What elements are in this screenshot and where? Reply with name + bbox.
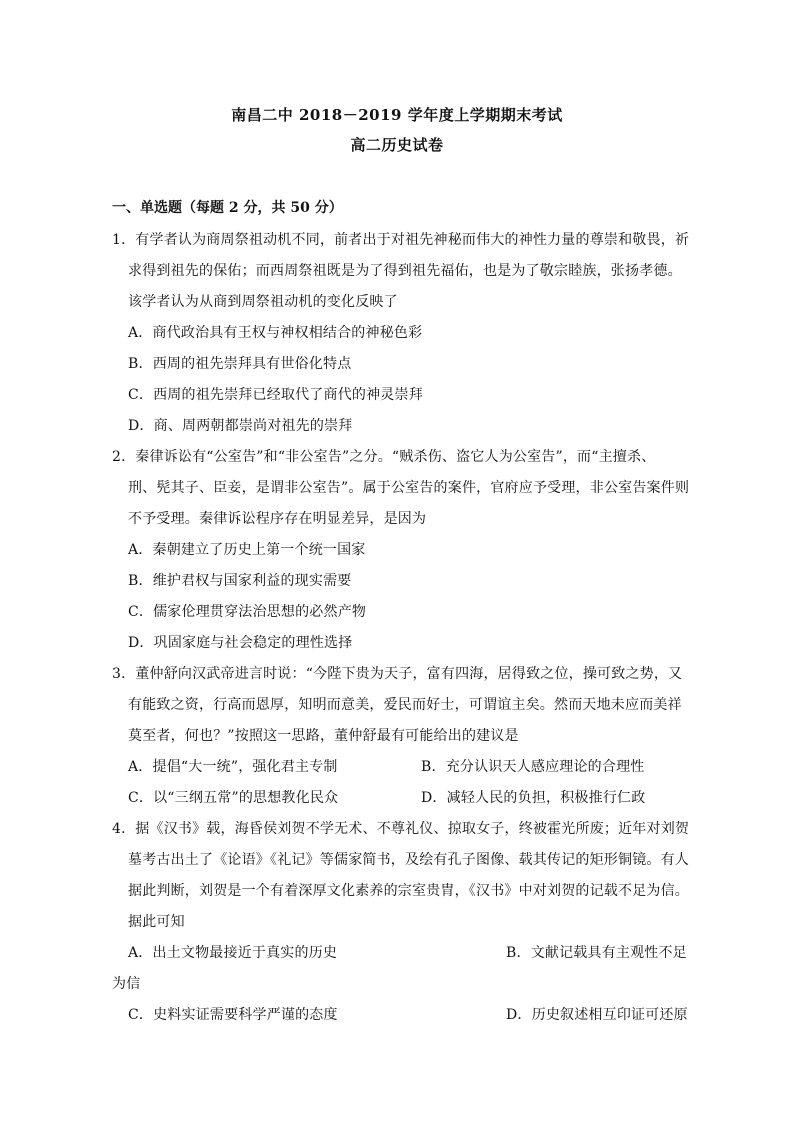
question-4-option-b-wrap: 为信 — [112, 976, 141, 992]
question-4-line-4: 据此可知 — [128, 914, 185, 930]
question-4-option-c: C．史料实证需要科学严谨的态度 — [128, 1007, 338, 1023]
exam-title: 南昌二中 2018－2019 学年度上学期期末考试 — [231, 106, 563, 124]
question-2-line-3: 不予受理。秦律诉讼程序存在明显差异，是因为 — [128, 511, 427, 527]
question-3-option-c: C．以“三纲五常”的思想教化民众 — [128, 790, 339, 806]
question-4-line-2: 墓考古出土了《论语》《礼记》等儒家简书，及绘有孔子图像、载其传记的矩形铜镜。有人 — [128, 852, 689, 868]
question-2-line-1: 2．秦律诉讼有“公室告”和“非公室告”之分。“贼杀伤、盗它人为公室告”，而“主擅杀、 — [112, 449, 656, 465]
section-heading: 一、单选题（每题 2 分，共 50 分） — [112, 200, 343, 216]
question-1-option-c: C．西周的祖先崇拜已经取代了商代的神灵崇拜 — [128, 387, 423, 403]
question-2-option-d: D．巩固家庭与社会稳定的理性选择 — [128, 635, 353, 651]
question-2-option-c: C．儒家伦理贯穿法治思想的必然产物 — [128, 604, 367, 620]
question-1-line-1: 1．有学者认为商周祭祖动机不同，前者出于对祖先神秘而伟大的神性力量的尊崇和敬畏，祈 — [112, 232, 690, 248]
question-1-line-3: 该学者认为从商到周祭祖动机的变化反映了 — [128, 294, 398, 310]
exam-subtitle: 高二历史试卷 — [350, 136, 444, 154]
question-1-line-2: 求得到祖先的保佑；而西周祭祖既是为了得到祖先福佑，也是为了敬宗睦族，张扬孝德。 — [128, 263, 682, 279]
question-3-option-a: A．提倡“大一统”，强化君主专制 — [128, 759, 338, 775]
question-4-line-1: 4．据《汉书》载，海昏侯刘贺不学无术、不尊礼仪、掠取女子，终被霍光所废；近年对刘贺 — [112, 821, 690, 837]
question-4-line-3: 据此判断，刘贺是一个有着深厚文化素养的宗室贵胄，《汉书》中对刘贺的记载不足为信。 — [128, 883, 689, 899]
question-2-option-b: B．维护君权与国家利益的现实需要 — [128, 573, 352, 589]
question-2-option-a: A．秦朝建立了历史上第一个统一国家 — [128, 542, 366, 558]
question-3-line-1: 3．董仲舒向汉武帝进言时说：“今陛下贵为天子，富有四海，居得致之位，操可致之势，又 — [112, 666, 683, 682]
question-1-option-b: B．西周的祖先崇拜具有世俗化特点 — [128, 356, 352, 372]
question-2-line-2: 刑、髡其子、臣妾，是谓非公室告”。属于公室告的案件，官府应予受理，非公室告案件则 — [128, 480, 690, 496]
question-4-option-d: D．历史叙述相互印证可还原 — [506, 1007, 688, 1023]
question-4-option-a: A．出土文物最接近于真实的历史 — [128, 945, 338, 961]
question-4-option-b: B．文献记载具有主观性不足 — [506, 945, 687, 961]
question-3-line-3: 莫至者，何也？”按照这一思路，董仲舒最有可能给出的建议是 — [128, 728, 519, 744]
question-1-option-d: D．商、周两朝都崇尚对祖先的崇拜 — [128, 418, 353, 434]
question-3-option-b: B．充分认识天人感应理论的合理性 — [421, 759, 645, 775]
question-3-option-d: D．减轻人民的负担，积极推行仁政 — [421, 790, 646, 806]
question-3-line-2: 有能致之资，行高而恩厚，知明而意美，爱民而好士，可谓谊主矣。然而天地未应而美祥 — [128, 697, 682, 713]
question-1-option-a: A．商代政治具有王权与神权相结合的神秘色彩 — [128, 325, 423, 341]
